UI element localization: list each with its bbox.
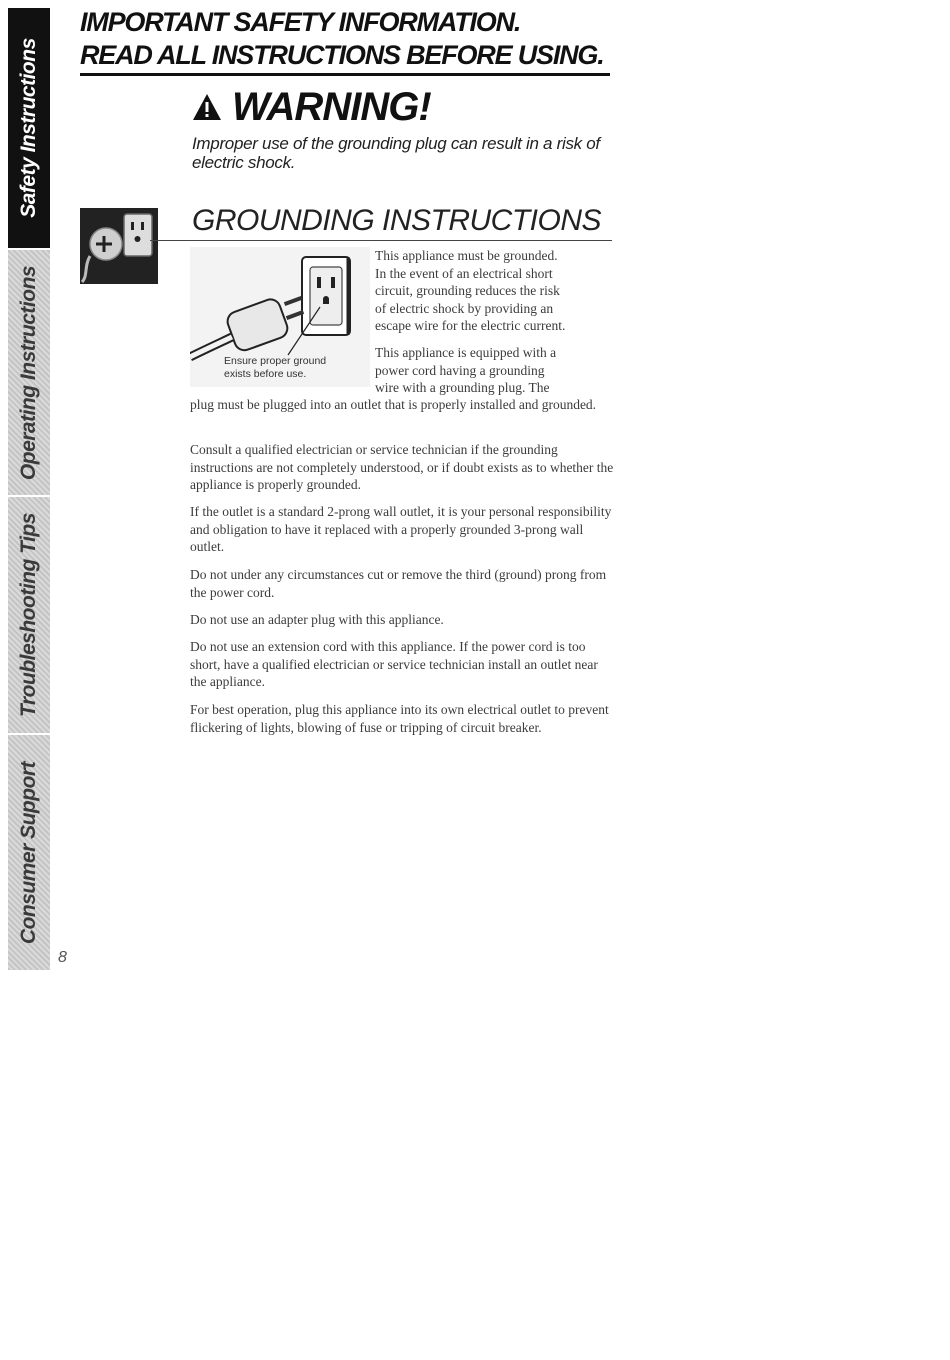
tab-troubleshooting-tips[interactable] (8, 497, 50, 735)
text-line: This appliance is equipped with a (375, 345, 557, 360)
section-rule (150, 240, 612, 241)
text-line: of electric shock by providing an (375, 300, 554, 316)
paragraph-extension-cord: Do not use an extension cord with this appliance. If the power cord is too short, have a qualified electrician or service technician install an outlet near the appliance. (190, 639, 598, 689)
paragraph-power-cord (375, 344, 615, 397)
text-line: circuit, grounding reduces the risk (375, 283, 560, 298)
header-line-1: IMPORTANT SAFETY INFORMATION. (80, 7, 521, 37)
warning-box (192, 82, 612, 172)
paragraph-consult: Consult a qualified electrician or service technician if the grounding instructions are not completely understood, or if doubt exists as to whether the appliance is properly grounded. (190, 442, 614, 492)
warning-triangle-icon (192, 93, 222, 121)
paragraph-grounded (375, 247, 615, 335)
tab-safety-instructions[interactable] (8, 8, 50, 250)
tab-label: Safety Instructions (17, 38, 40, 218)
paragraph-power-cord-continued: plug must be plugged into an outlet that is properly installed and grounded. (190, 397, 597, 412)
caption-line-2: exists before use. (224, 368, 307, 380)
text-line: wire with a grounding plug. The (375, 380, 550, 395)
tab-label: Troubleshooting Tips (17, 513, 40, 717)
paragraph-third-prong: Do not under any circumstances cut or remove the third (ground) prong from the power cord. (190, 567, 607, 600)
paragraph-two-prong: If the outlet is a standard 2-prong wall outlet, it is your personal responsibility and obligation to have it replaced with a properly grounded 3-prong wall outlet. (190, 504, 612, 554)
paragraph-best-operation: For best operation, plug this appliance into its own electrical outlet to prevent flickering of lights, blowing of fuse or tripping of circuit breaker. (190, 702, 609, 735)
warning-text: Improper use of the grounding plug can result in a risk of electric shock. (192, 134, 600, 172)
text-line: escape wire for the electric current. (375, 318, 566, 333)
warning-title-text: WARNING! (232, 85, 431, 129)
tab-label: Consumer Support (17, 761, 40, 944)
figure-caption (224, 355, 326, 381)
paragraph-adapter: Do not use an adapter plug with this appliance. (190, 612, 444, 627)
page-header (80, 6, 610, 72)
caption-line-1: Ensure proper ground (224, 355, 327, 367)
sidebar-tabs (8, 8, 50, 970)
text-line: This appliance must be grounded. (375, 248, 558, 263)
section-title: GROUNDING INSTRUCTIONS (192, 204, 601, 237)
tab-label: Operating Instructions (17, 265, 40, 480)
tab-operating-instructions[interactable] (8, 250, 50, 497)
text-line: power cord having a grounding (375, 362, 545, 378)
header-line-2: READ ALL INSTRUCTIONS BEFORE USING. (80, 40, 604, 70)
grounding-plug-icon (80, 208, 158, 284)
page-number: 8 (58, 949, 67, 966)
warning-title (192, 82, 612, 132)
tab-consumer-support[interactable] (8, 735, 50, 972)
text-line: In the event of an electrical short (375, 265, 553, 281)
header-rule (80, 73, 610, 76)
